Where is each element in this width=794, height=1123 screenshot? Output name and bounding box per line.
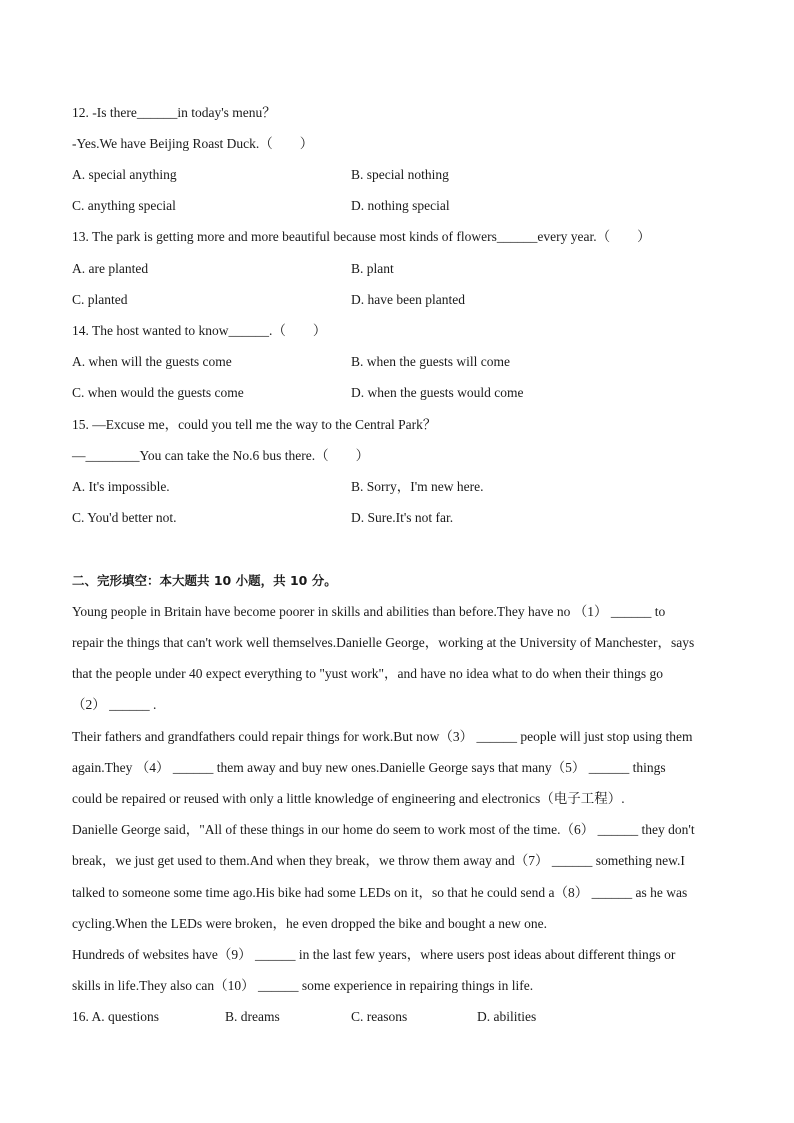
passage-line: repair the things that can't work well themselves.Danielle George，working at the University of Manchester，says [72,635,695,650]
q15-option-c: C. You'd better not. [72,510,177,525]
q12-option-c: C. anything special [72,198,176,213]
passage-line: （2） ______ . [72,697,157,712]
q15-option-a: A. It's impossible. [72,479,170,494]
q15-option-d: D. Sure.It's not far. [351,510,454,525]
passage-line: Hundreds of websites have（9） ______ in the last few years，where users post ideas about different things or [72,947,676,962]
q13-option-a: A. are planted [72,261,149,276]
q14-option-d: D. when the guests would come [351,385,524,400]
q12-option-b: B. special nothing [351,167,449,182]
passage-line: that the people under 40 expect everything to "yust work"，and have no idea what to do when their things go [72,666,664,681]
passage-line: break，we just get used to them.And when they break，we throw them away and（7） ______ something new.I [72,853,685,868]
passage-line: Their fathers and grandfathers could repair things for work.But now（3） ______ people will just stop using them [72,729,693,744]
q13-option-c: C. planted [72,292,128,307]
q15-stem-line2: —________You can take the No.6 bus there.（ ） [72,448,370,463]
q13-option-d: D. have been planted [351,292,465,307]
q12-option-a: A. special anything [72,167,177,182]
passage-line: Young people in Britain have become poorer in skills and abilities than before.They have no （1） ______ to [72,604,666,619]
q12-stem-line1: 12. -Is there______in today's menu？ [72,105,276,120]
section-heading: 二、完形填空：本大题共 10 小题，共 10 分。 [72,573,337,588]
passage-line: again.They （4） ______ them away and buy new ones.Danielle George says that many（5） ______ things [72,760,666,775]
q15-stem-line1: 15. —Excuse me，could you tell me the way to the Central Park？ [72,417,437,432]
passage-line: talked to someone some time ago.His bike had some LEDs on it，so that he could send a（8） ______ as he was [72,885,688,900]
q14-option-a: A. when will the guests come [72,354,232,369]
q15-option-b: B. Sorry，I'm new here. [351,479,484,494]
passage-line: could be repaired or reused with only a little knowledge of engineering and electronics（电子工程）. [72,791,625,806]
passage-line: cycling.When the LEDs were broken，he even dropped the bike and bought a new one. [72,916,547,931]
q16-option-c: C. reasons [351,1009,408,1024]
q13-option-b: B. plant [351,261,394,276]
q14-option-b: B. when the guests will come [351,354,510,369]
q16-option-b: B. dreams [225,1009,280,1024]
q12-stem-line2: -Yes.We have Beijing Roast Duck.（ ） [72,136,314,151]
q14-option-c: C. when would the guests come [72,385,244,400]
q12-option-d: D. nothing special [351,198,450,213]
q16-option-a: 16. A. questions [72,1009,160,1024]
q13-stem: 13. The park is getting more and more beautiful because most kinds of flowers______every year.（ ） [72,229,651,244]
passage-line: Danielle George said，"All of these things in our home do seem to work most of the time.（6） ______ they don't [72,822,695,837]
passage-line: skills in life.They also can（10） ______ some experience in repairing things in life. [72,978,534,993]
q16-option-d: D. abilities [477,1009,537,1024]
q14-stem: 14. The host wanted to know______.（ ） [72,323,327,338]
